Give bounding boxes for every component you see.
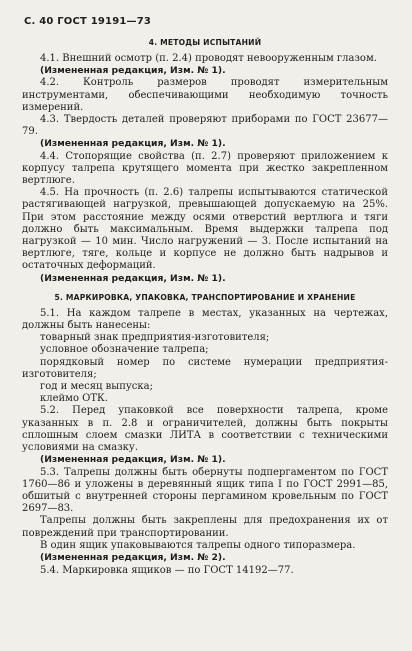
list-item: год и месяц выпуска; xyxy=(40,381,153,393)
section-5-title: 5. МАРКИРОВКА, УПАКОВКА, ТРАНСПОРТИРОВАНИЕ И ХРАНЕНИЕ xyxy=(54,292,356,302)
document-body xyxy=(22,28,388,577)
amendment-note: (Измененная редакция, Изм. № 1). xyxy=(40,454,226,466)
paragraph-4-5: 4.5. На прочность (п. 2.6) талрепы испытываются статической растягивающей нагрузкой, превышающей допускаемую на 25%. При этом расстояние между осями отверстий вертлюга и тяги должно быть максимальным. Время выдержки талрепа под нагрузкой — 10 мин. Число нагружений — 3. После испытаний на вертлюге, тяге, кольце и корпусе не должно быть надрывов и остаточных деформаций. xyxy=(22,187,388,272)
paragraph-4-3: 4.3. Твердость деталей проверяют приборами по ГОСТ 23677—79. xyxy=(22,114,388,138)
amendment-note: (Измененная редакция, Изм. № 1). xyxy=(40,65,226,77)
paragraph-4-2: 4.2. Контроль размеров проводят измерительным инструментами, обеспечивающими необходимую точность измерений. xyxy=(22,77,388,113)
section-4-title: 4. МЕТОДЫ ИСПЫТАНИЙ xyxy=(148,38,262,47)
list-item: порядковый номер по системе нумерации предприятия-изготовителя; xyxy=(22,356,388,380)
paragraph-5-3b: Талрепы должны быть закреплены для предохранения их от повреждений при транспортировании. xyxy=(22,515,388,539)
list-item: условное обозначение талрепа; xyxy=(40,344,209,356)
paragraph-5-4: 5.4. Маркировка ящиков — по ГОСТ 14192—77. xyxy=(40,565,294,577)
amendment-note: (Измененная редакция, Изм. № 2). xyxy=(40,551,226,563)
page-header: С. 40 ГОСТ 19191—73 xyxy=(24,16,152,27)
amendment-note: (Измененная редакция, Изм. № 1). xyxy=(40,138,226,150)
paragraph-5-2: 5.2. Перед упаковкой все поверхности талрепа, кроме указанных в п. 2.8 и ограничителей, должны быть покрыты сплошным слоем смазки ЛИТА в соответствии с техническими условиями на смазку. xyxy=(22,405,388,454)
amendment-note: (Измененная редакция, Изм. № 1). xyxy=(40,272,226,284)
paragraph-4-4: 4.4. Стопорящие свойства (п. 2.7) проверяют приложением к корпусу талрепа крутящего момента при жестко закрепленном вертлюге. xyxy=(22,150,388,187)
paragraph-5-1: 5.1. На каждом талрепе в местах, указанных на чертежах, должны быть нанесены: xyxy=(22,307,388,332)
paragraph-5-3: 5.3. Талрепы должны быть обернуты подпергаментом по ГОСТ 1760—86 и уложены в деревянный ящик типа I по ГОСТ 2991—85, обшитый с внутренней стороны пергамином кровельным по ГОСТ 2697—83. xyxy=(22,466,388,515)
list-item: клеймо ОТК. xyxy=(40,393,108,405)
paragraph-5-3c: В один ящик упаковываются талрепы одного типоразмера. xyxy=(40,539,356,551)
paragraph-4-1: 4.1. Внешний осмотр (п. 2.4) проводят невооруженным глазом. xyxy=(40,53,377,64)
list-item: товарный знак предприятия-изготовителя; xyxy=(40,332,270,344)
